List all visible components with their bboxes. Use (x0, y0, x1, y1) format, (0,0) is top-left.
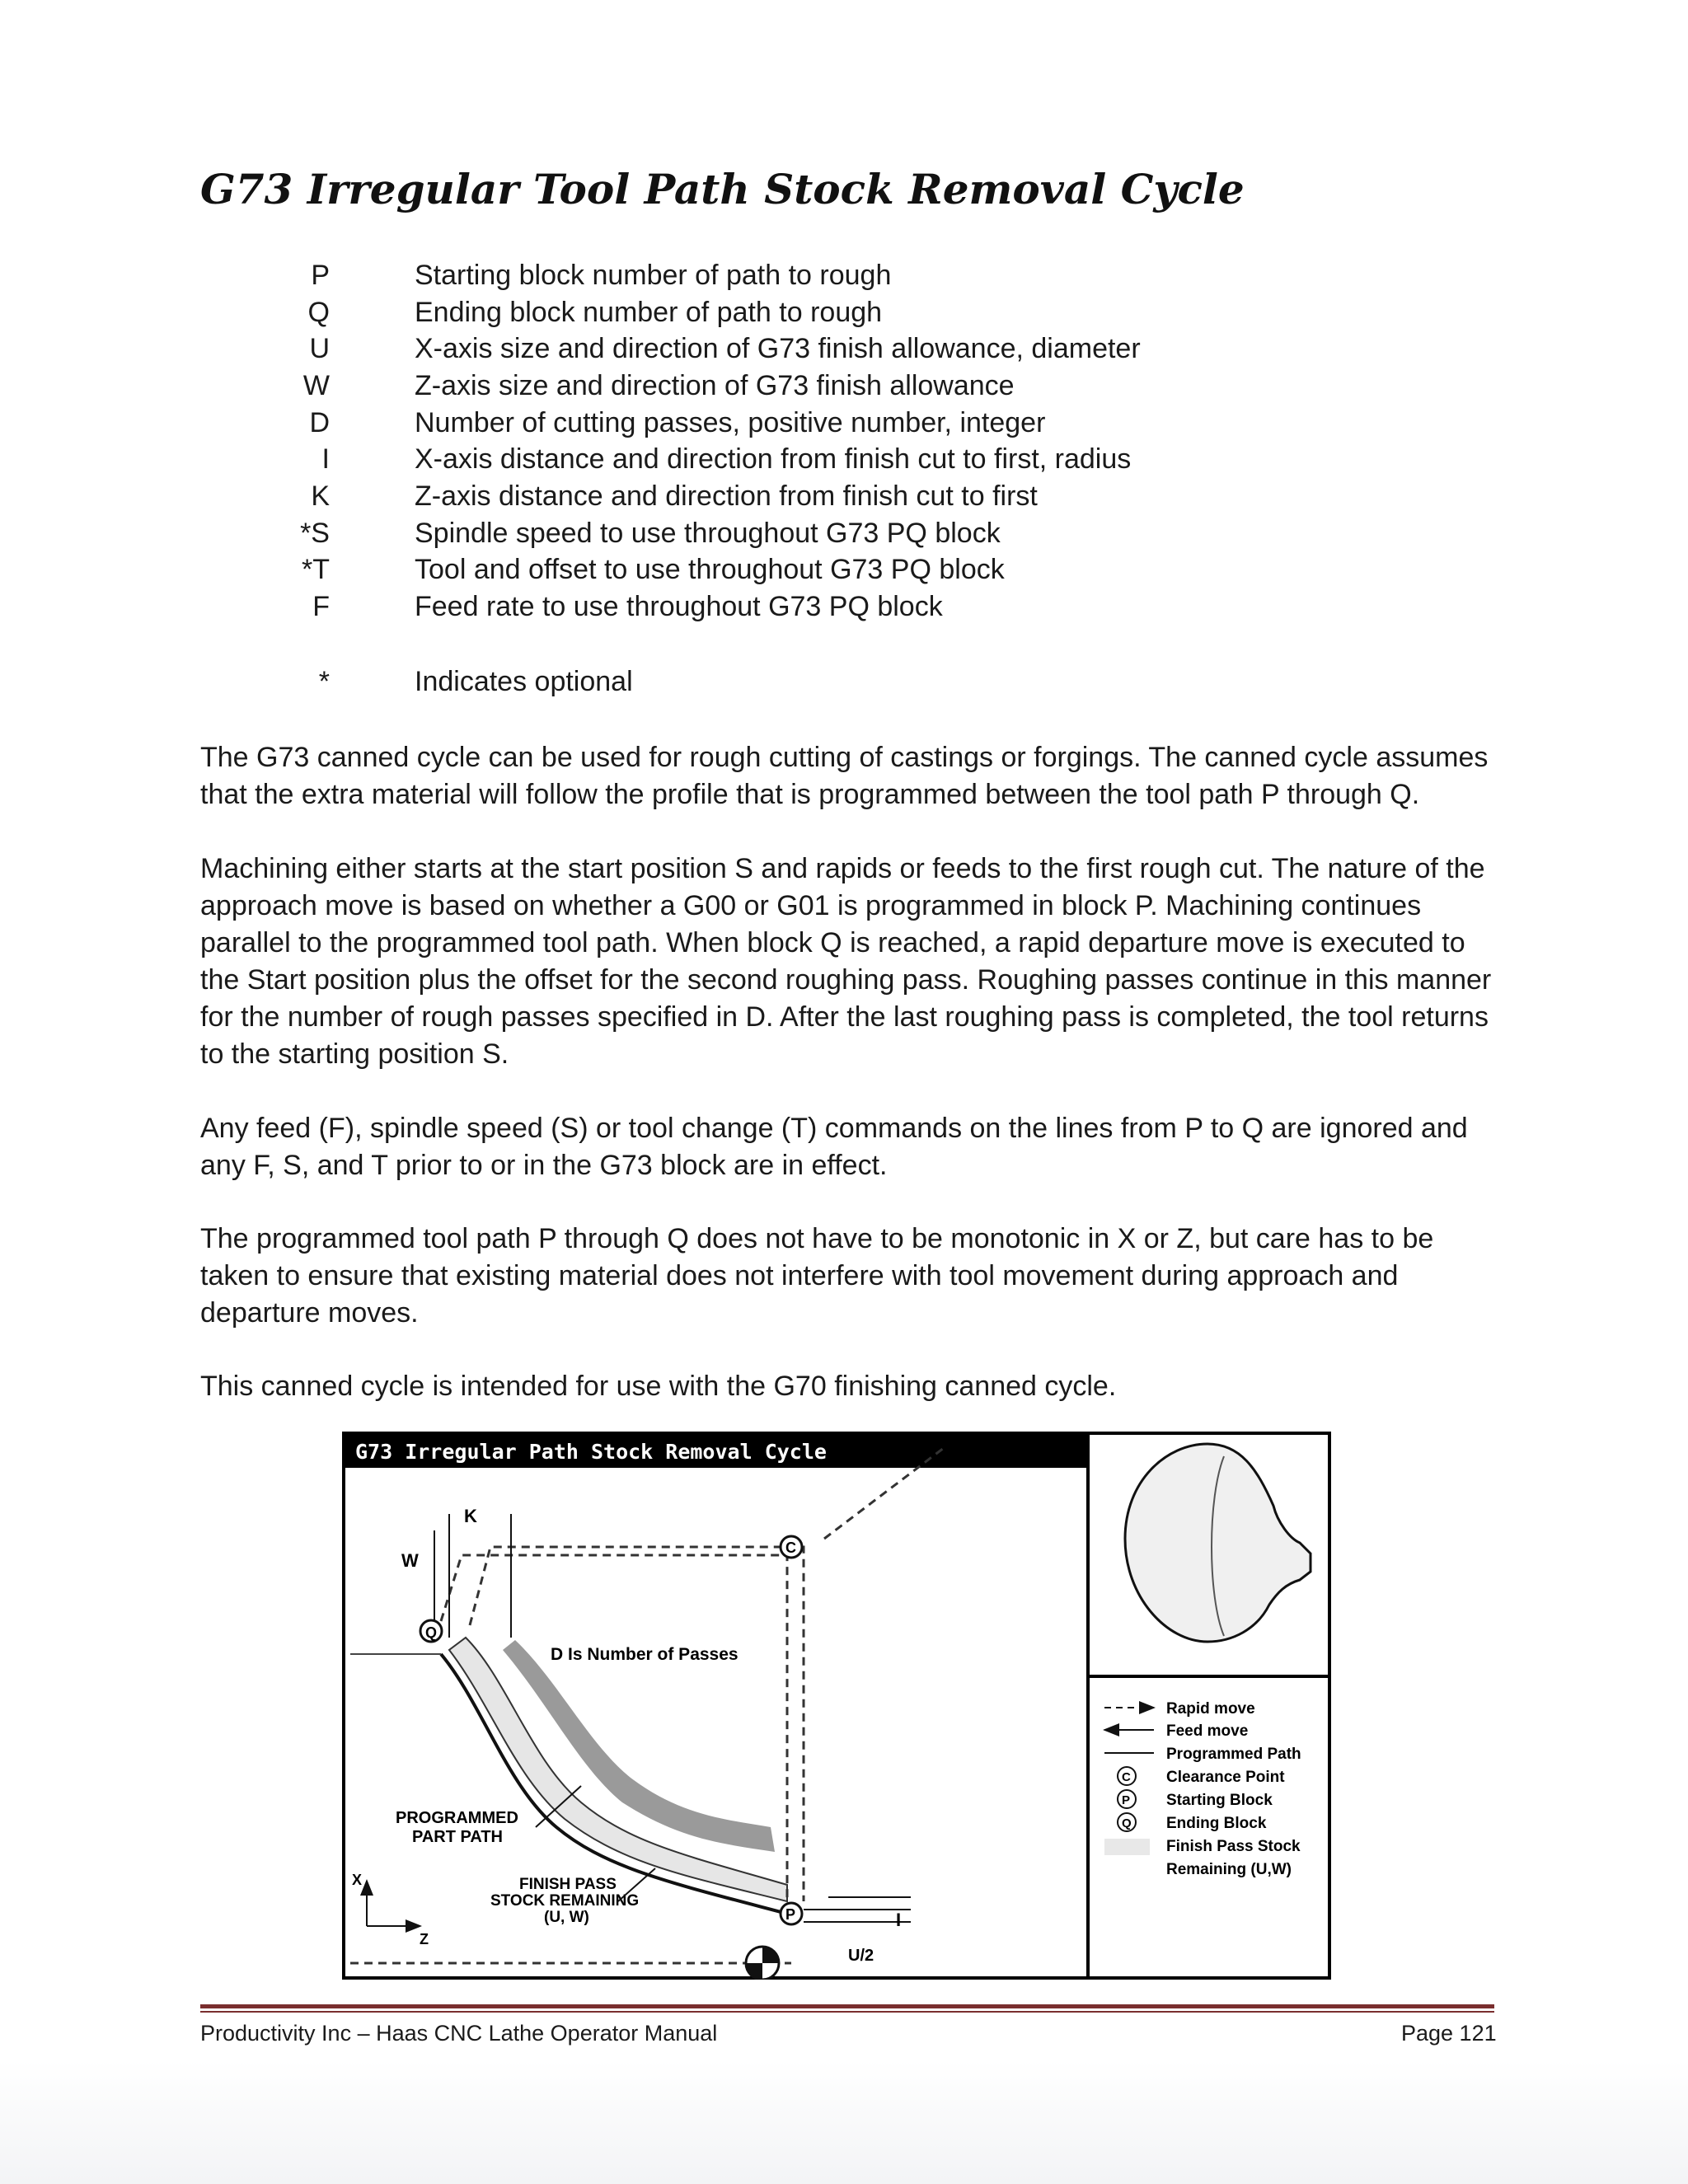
footer-rule (200, 2004, 1494, 2014)
paragraph-machining (200, 851, 1503, 1073)
legend-programmed-text: Programmed Path (1166, 1746, 1301, 1763)
label-programmed-1: PROGRAMMED (396, 1809, 518, 1827)
footer-rule-thick (200, 2004, 1494, 2008)
footer-title: Productivity Inc – Haas CNC Lathe Operator Manual (200, 2021, 718, 2046)
page-background (0, 2060, 1688, 2184)
paragraph-text: This canned cycle is intended for use with the G70 finishing canned cycle. (200, 1371, 1117, 1402)
parameter-list (280, 257, 1269, 701)
parameter-description: Spindle speed to use throughout G73 PQ block (415, 517, 1001, 549)
parameter-description: Tool and offset to use throughout G73 PQ block (415, 554, 1005, 586)
parameter-row-u (280, 330, 1269, 368)
legend-starting-text: Starting Block (1166, 1792, 1273, 1809)
page-number: Page 121 (1401, 2021, 1497, 2046)
legend-ending-text: Ending Block (1166, 1815, 1267, 1832)
legend-finish-stock-text: Finish Pass Stock (1166, 1838, 1301, 1855)
parameter-spacer (280, 626, 1269, 663)
parameter-description: X-axis distance and direction from finish cut to first, radius (415, 443, 1132, 476)
parameter-row-q (280, 294, 1269, 331)
parameter-code: *T (302, 554, 330, 586)
parameter-code: K (311, 480, 330, 512)
label-i: I (896, 1910, 902, 1930)
parameter-description: Feed rate to use throughout G73 PQ block (415, 591, 943, 623)
marker-q-letter: Q (425, 1624, 438, 1641)
parameter-code: F (312, 591, 330, 623)
optional-note (280, 663, 1269, 701)
label-k: K (464, 1506, 477, 1526)
legend-rapid-text: Rapid move (1166, 1700, 1255, 1718)
parameter-row-w (280, 368, 1269, 405)
figure-header: G73 Irregular Path Stock Removal Cycle (355, 1440, 827, 1464)
paragraph-g70 (200, 1368, 1503, 1405)
label-z: Z (420, 1931, 429, 1947)
label-finish-3: (U, W) (544, 1909, 589, 1926)
parameter-row-s (280, 515, 1269, 552)
parameter-row-k (280, 478, 1269, 515)
legend-clearance-text: Clearance Point (1166, 1769, 1285, 1786)
parameter-description: Starting block number of path to rough (415, 259, 892, 291)
parameter-code: I (321, 443, 330, 476)
paragraph-text: Machining either starts at the start position S and rapids or feeds to the first rough cut. The nature of the approach move is based on whether a G00 or G01 is programmed in block P. Machining continues parallel to the programmed tool path. When block Q is reached, a rapid departure move is executed to the Start position plus the offset for the second roughing pass. Roughing passes continue in this manner for the number of rough passes specified in D. After the last roughing pass is completed, the tool returns to the starting position S. (200, 853, 1492, 1070)
legend-finish-stock-symbol (1104, 1839, 1150, 1855)
label-x: X (352, 1872, 363, 1888)
parameter-row-t (280, 552, 1269, 589)
parameter-description: Indicates optional (415, 665, 633, 697)
label-programmed-2: PART PATH (412, 1828, 503, 1846)
parameter-description: Z-axis size and direction of G73 finish allowance (415, 369, 1015, 401)
legend-starting-letter: P (1122, 1793, 1131, 1807)
parameter-row-p (280, 257, 1269, 294)
parameter-description: Number of cutting passes, positive number, integer (415, 406, 1046, 438)
legend-clearance-letter: C (1122, 1770, 1131, 1784)
paragraph-text: The G73 canned cycle can be used for rough cutting of castings or forgings. The canned cycle assumes that the extra material will follow the profile that is programmed between the tool path P through Q. (200, 742, 1489, 810)
paragraph-text: Any feed (F), spindle speed (S) or tool change (T) commands on the lines from P to Q are ignored and any F, S, and T prior to or in the G73 block are in effect. (200, 1113, 1468, 1181)
parameter-description: Ending block number of path to rough (415, 296, 883, 328)
parameter-code: W (302, 369, 330, 401)
paragraph-tool-path (200, 1221, 1503, 1332)
g73-diagram (342, 1432, 1331, 1980)
footer-rule-thin (200, 2011, 1494, 2013)
parameter-code: P (311, 259, 330, 291)
parameter-code: * (318, 665, 330, 697)
parameter-description: Z-axis distance and direction from finish cut to first (415, 480, 1038, 512)
parameter-code: Q (307, 296, 330, 328)
parameter-row-i (280, 441, 1269, 478)
label-w: W (401, 1550, 419, 1571)
legend-feed-text: Feed move (1166, 1722, 1249, 1740)
page-title: G73 Irregular Tool Path Stock Removal Cycle (200, 165, 1245, 213)
label-finish-1: FINISH PASS (519, 1876, 617, 1893)
label-finish-2: STOCK REMAINING (490, 1892, 640, 1910)
legend-ending-letter: Q (1122, 1816, 1132, 1830)
paragraph-text: The programmed tool path P through Q does not have to be monotonic in X or Z, but care has to be taken to ensure that existing material does not interfere with tool movement during approach and departure moves. (200, 1223, 1434, 1329)
marker-c-letter: C (785, 1540, 796, 1556)
label-u2: U/2 (848, 1947, 874, 1965)
paragraph-canned-cycle-intro (200, 739, 1503, 813)
parameter-row-d (280, 405, 1269, 442)
parameter-code: U (309, 333, 330, 365)
legend-remaining-text: Remaining (U,W) (1166, 1861, 1292, 1878)
parameter-code: *S (300, 517, 330, 549)
marker-p-letter: P (785, 1906, 796, 1923)
parameter-description: X-axis size and direction of G73 finish allowance, diameter (415, 333, 1141, 365)
parameter-code: D (309, 406, 330, 438)
label-d-passes: D Is Number of Passes (551, 1645, 738, 1664)
parameter-row-f (280, 588, 1269, 626)
paragraph-feed-commands (200, 1110, 1503, 1184)
